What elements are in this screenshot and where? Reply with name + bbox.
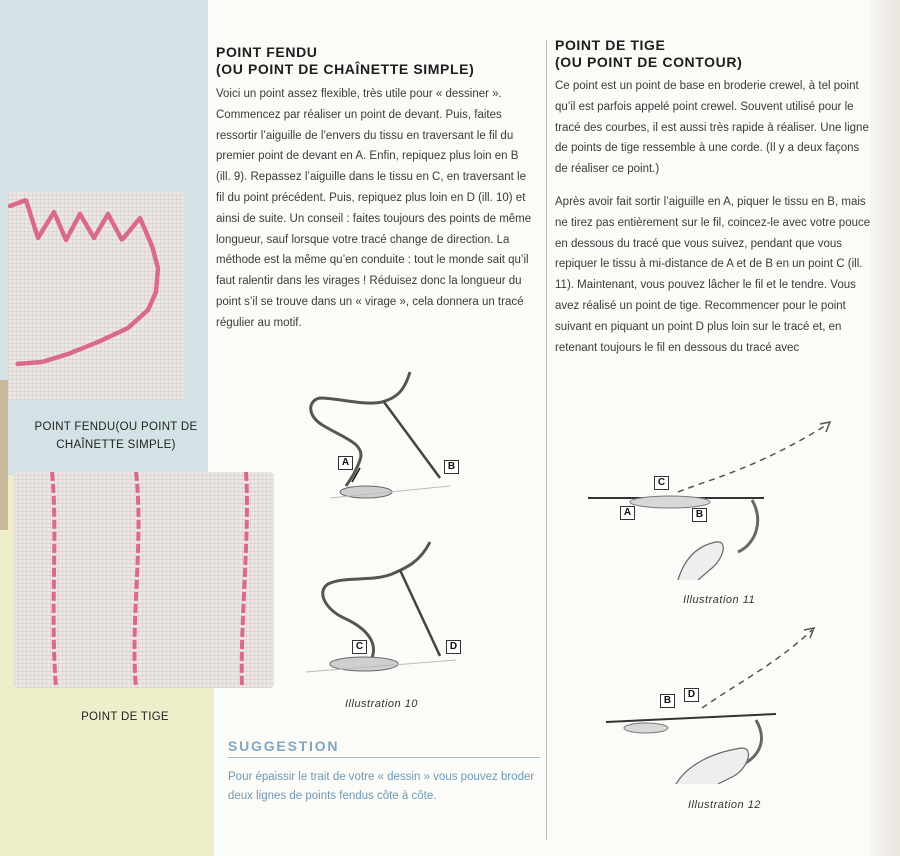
illustration-10-drawing	[286, 540, 476, 680]
needle-thread-drawing	[286, 540, 476, 680]
thumb-needle-drawing	[606, 624, 846, 784]
split-stitch-body: Voici un point assez flexible, très utile pour « dessiner ». Commencez par réaliser un point de devant. Puis, faites ressortir l’aiguille de l’envers du tissu en traversant le fil du premier point de devant en A. Enfin, repiquez plus loin en B (ill. 9). Repassez l’aiguille dans le tissu en C, en traversant le fil du point précédent. Puis, repiquez plus loin en D (ill. 10) et ainsi de suite. Un conseil : faites toujours des points de même longueur, sauf lorsque votre tracé change de direction. La méthode est la même qu’en conduite : tout le monde sait qu’il faut ralentir dans les virages ! Réduisez donc la longueur du point s’il se trouve dans un « virage », cela donnera un tracé régulier au motif.	[216, 88, 532, 329]
illustration-11-drawing	[588, 420, 848, 580]
page-gutter	[870, 0, 900, 856]
point-label-b: B	[444, 460, 459, 474]
stem-stitch-caption: POINT DE TIGE	[81, 711, 169, 723]
split-stitch-caption-line1: POINT FENDU(OU POINT DE	[34, 421, 198, 433]
illustration-11-label: Illustration 11	[683, 594, 756, 606]
stem-stitch-heading	[555, 37, 873, 71]
illustration-12-label: Illustration 12	[688, 799, 761, 811]
split-stitch-photo	[8, 192, 184, 400]
point-label-c: C	[352, 640, 367, 654]
suggestion-text: Pour épaissir le trait de votre « dessin » vous pouvez broder deux lignes de points fendus côte à côte.	[228, 771, 535, 802]
suggestion-title: SUGGESTION	[228, 738, 540, 758]
point-label-a: A	[338, 456, 353, 470]
point-label-d: D	[446, 640, 461, 654]
split-stitch-caption-line2: CHAÎNETTE SIMPLE)	[56, 439, 176, 451]
page-edge-strip	[0, 380, 8, 530]
split-stitch-heading-line2: (OU POINT DE CHAÎNETTE SIMPLE)	[216, 61, 475, 77]
stem-stitch-photo	[14, 472, 274, 688]
thumb-needle-drawing	[588, 420, 848, 580]
needle-thread-drawing	[300, 368, 480, 508]
point-label-a: A	[620, 506, 635, 520]
point-label-c: C	[654, 476, 669, 490]
stem-stitch-section	[555, 37, 873, 358]
column-divider	[546, 40, 547, 840]
split-stitch-heading	[216, 44, 532, 78]
point-label-b: B	[692, 508, 707, 522]
stem-stitch-para1: Ce point est un point de base en broderie crewel, à tel point qu’il est parfois appelé point crewel. Souvent utilisé pour le tracé des courbes, il est aussi très rapide à réaliser. Une ligne de points de tige ressemble à une corde. (Il y a deux façons de réaliser ce point.)	[555, 80, 869, 176]
illustration-12-drawing	[606, 624, 846, 784]
split-stitch-section	[216, 44, 532, 334]
illustration-9-drawing	[300, 368, 480, 508]
point-label-d: D	[684, 688, 699, 702]
point-label-b: B	[660, 694, 675, 708]
illustration-10-label: Illustration 10	[345, 698, 418, 710]
stem-stitch-heading-line1: POINT DE TIGE	[555, 37, 666, 53]
suggestion-box	[228, 738, 540, 806]
split-stitch-caption	[28, 418, 204, 454]
stem-stitch-para2: Après avoir fait sortir l’aiguille en A, piquer le tissu en B, mais ne tirez pas entièrement sur le fil, coincez-le avec votre pouce en dessous du tracé que vous suivez, pendant que vous repiquer le tissu à mi-distance de A et de B en un point C (ill. 11). Maintenant, vous pouvez lâcher le fil et le tendre. Vous avez réalisé un point de tige. Recommencer pour le point suivant en piquant un point D plus loin sur le tracé et, en retenant toujours le fil en dessous du tracé avec	[555, 195, 871, 354]
stem-stitch-heading-line2: (OU POINT DE CONTOUR)	[555, 54, 743, 70]
split-stitch-heading-line1: POINT FENDU	[216, 44, 318, 60]
